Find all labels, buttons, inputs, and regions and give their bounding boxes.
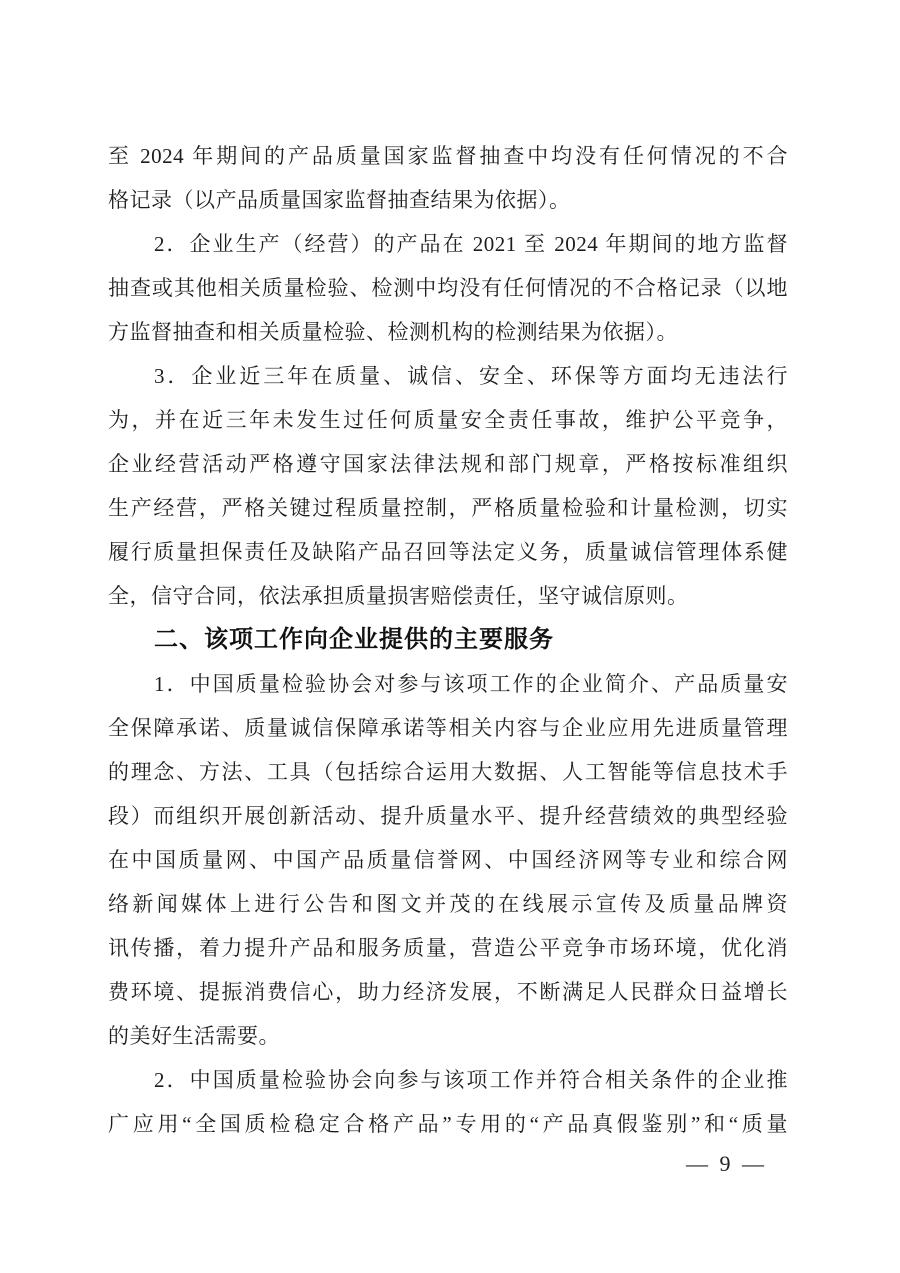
text-line: 方监督抽查和相关质量检验、检测机构的检测结果为依据）。 <box>108 320 678 344</box>
text-line: 讯传播，着力提升产品和服务质量，营造公平竞争市场环境，优化消 <box>108 936 788 960</box>
text-line: 履行质量担保责任及缺陷产品召回等法定义务，质量诚信管理体系健 <box>108 540 788 564</box>
text-line: 至 2024 年期间的产品质量国家监督抽查中均没有任何情况的不合 <box>108 144 788 168</box>
text-line: 2．企业生产（经营）的产品在 2021 至 2024 年期间的地方监督 <box>154 232 788 256</box>
text-line: 1．中国质量检验协会对参与该项工作的企业简介、产品质量安 <box>154 672 788 696</box>
text-line: 为，并在近三年未发生过任何质量安全责任事故，维护公平竞争， <box>108 408 788 432</box>
text-line: 3．企业近三年在质量、诚信、安全、环保等方面均无违法行 <box>154 364 788 388</box>
text-line: 2．中国质量检验协会向参与该项工作并符合相关条件的企业推 <box>154 1068 788 1092</box>
text-line: 络新闻媒体上进行公告和图文并茂的在线展示宣传及质量品牌资 <box>108 892 788 916</box>
text-line: 的美好生活需要。 <box>108 1024 280 1048</box>
page-number: — 9 — <box>686 1151 767 1176</box>
text-line: 抽查或其他相关质量检验、检测中均没有任何情况的不合格记录（以地 <box>108 276 788 300</box>
text-line: 广应用“全国质检稳定合格产品”专用的“产品真假鉴别”和“质量 <box>108 1112 788 1136</box>
text-line: 生产经营，严格关键过程质量控制，严格质量检验和计量检测，切实 <box>108 496 788 520</box>
text-line: 费环境、提振消费信心，助力经济发展，不断满足人民群众日益增长 <box>108 980 788 1004</box>
text-line: 段）而组织开展创新活动、提升质量水平、提升经营绩效的典型经验 <box>108 804 788 828</box>
text-line: 全，信守合同，依法承担质量损害赔偿责任，坚守诚信原则。 <box>108 584 689 608</box>
text-line: 在中国质量网、中国产品质量信誉网、中国经济网等专业和综合网 <box>108 848 788 872</box>
text-line: 的理念、方法、工具（包括综合运用大数据、人工智能等信息技术手 <box>108 760 788 784</box>
text-line: 企业经营活动严格遵守国家法律法规和部门规章，严格按标准组织 <box>108 452 788 476</box>
document-body <box>108 134 788 1146</box>
text-line: 格记录（以产品质量国家监督抽查结果为依据）。 <box>108 188 571 212</box>
text-line: 全保障承诺、质量诚信保障承诺等相关内容与企业应用先进质量管理 <box>108 716 788 740</box>
section-heading: 二、该项工作向企业提供的主要服务 <box>154 626 554 653</box>
